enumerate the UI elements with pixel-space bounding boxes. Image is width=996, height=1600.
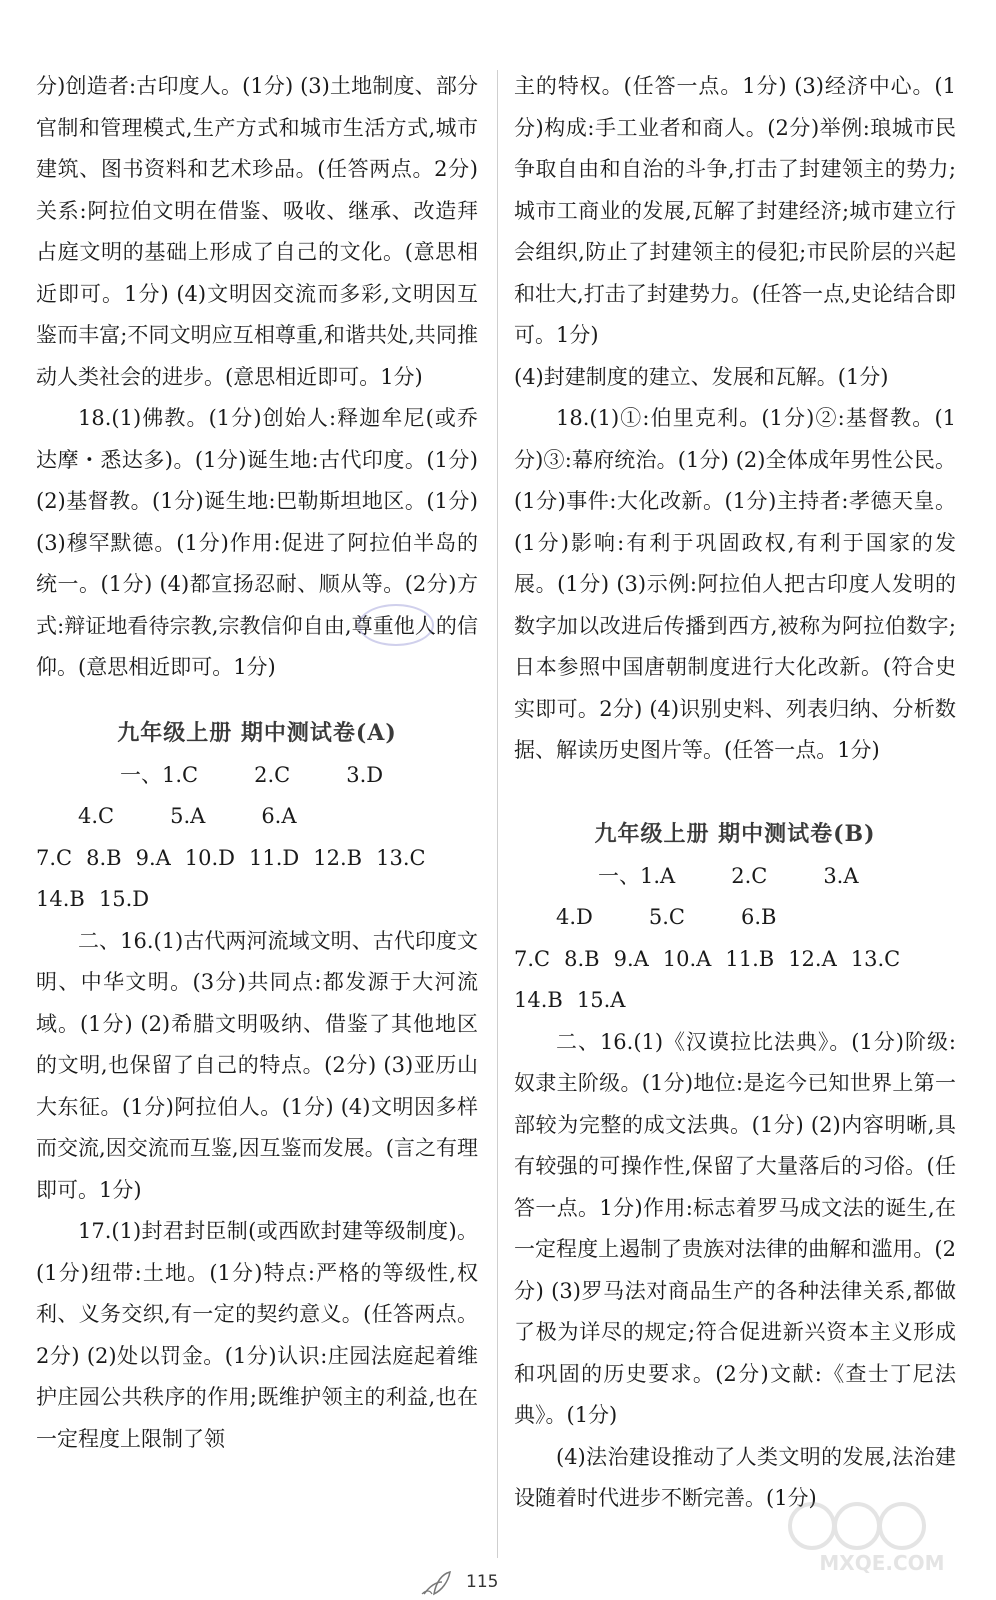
mc-answers-a-line2 <box>36 838 478 880</box>
mc-answer: 7.C <box>36 845 73 870</box>
watermark-text: MXQE.COM <box>819 1551 945 1575</box>
mc-answer: 2.C <box>254 762 291 787</box>
mc-answer: 12.A <box>788 946 837 971</box>
mc-answer: 15.A <box>576 988 626 1012</box>
mc-answers-a-line1 <box>36 755 478 838</box>
leaf-ornament-icon <box>420 1568 460 1598</box>
mc-answer: 10.A <box>662 946 712 971</box>
right-q16-part4-answer: (4)法治建设推动了人类文明的发展,法治建设随着时代进步不断完善。(1分) <box>514 1444 956 1510</box>
left-continuation-text: 分)创造者:古印度人。(1分) (3)土地制度、部分官制和管理模式,生产方式和城市生活方式,城市建筑、图书资料和艺术珍品。(任答两点。2分)关系:阿拉伯文明在借鉴、吸收、继承、改造拜占庭文明的基础上形成了自己的文化。(意思相近即可。1分) (4)文明因交流而多彩,文明因互鉴而丰富;不同文明应互相尊重,和谐共处,共同推动人类社会的进步。(意思相近即可。1分) <box>36 74 478 389</box>
mc-answers-b-line1 <box>514 856 956 939</box>
mc-answer: 15.D <box>98 887 150 911</box>
mc-answer: 12.B <box>313 845 363 870</box>
mc-answer: 7.C <box>514 946 551 971</box>
right-column <box>514 66 956 1520</box>
right-q18-answer: 18.(1)①:伯里克利。(1分)②:基督教。(1分)③:幕府统治。(1分) (2)全体成年男性公民。(1分)事件:大化改新。(1分)主持者:孝德天皇。(1分)影响:有利于巩固政权,有利于国家的发展。(1分) (3)示例:阿拉伯人把古印度人发明的数字加以改进后传播到西方,被称为阿拉伯数字;日本参照中国唐朝制度进行大化改新。(符合史实即可。2分) (4)识别史料、列表归纳、分析数据、解读历史图片等。(任答一点。1分) <box>514 406 956 762</box>
mc-answer: 6.A <box>261 804 297 828</box>
mc-answer: 3.A <box>823 863 859 888</box>
mc-answer: 3.D <box>346 762 384 787</box>
mc-answer: 14.B <box>36 887 85 911</box>
right-q16-answer: 二、16.(1)《汉谟拉比法典》。(1分)阶级:奴隶主阶级。(1分)地位:是迄今已知世界上第一部较为完整的成文法典。(1分) (2)内容明晰,具有较强的可操作性,保留了大量落后的习俗。(任答一点。1分)作用:标志着罗马成文法的诞生,在一定程度上遏制了贵族对法律的曲解和滥用。(2分) (3)罗马法对商品生产的各种法律关系,都做了极为详尽的规定;符合促进新兴资本主义形成和巩固的历史要求。(2分)文献:《查士丁尼法典》。(1分) <box>514 1029 956 1427</box>
mc-answers-b-line2 <box>514 939 956 981</box>
faint-stamp-mark <box>358 604 434 646</box>
mc-answer: 一、1.C <box>120 762 199 787</box>
mc-answer: 9.A <box>135 845 171 870</box>
mc-answer: 11.D <box>249 845 300 870</box>
mc-answers-a-line3 <box>36 879 478 921</box>
section-title-midterm-b: 九年级上册 期中测试卷(B) <box>594 820 876 847</box>
left-column <box>36 66 478 1460</box>
left-q17-answer: 17.(1)封君封臣制(或西欧封建等级制度)。(1分)纽带:土地。(1分)特点:严格的等级性,权利、义务交织,有一定的契约意义。(任答两点。2分) (2)处以罚金。(1分)认识:庄园法庭起着维护庄园公共秩序的作用;既维护领主的利益,也在一定程度上限制了领 <box>36 1219 478 1451</box>
mc-answer: 8.B <box>564 946 600 971</box>
mc-answer: 5.A <box>170 804 206 828</box>
column-divider <box>497 70 498 1558</box>
mc-answers-b-line3 <box>514 980 956 1022</box>
mc-answer: 2.C <box>731 863 768 888</box>
right-continuation-text: 主的特权。(任答一点。1分) (3)经济中心。(1分)构成:手工业者和商人。(2分)举例:琅城市民争取自由和自治的斗争,打击了封建领主的势力;城市工商业的发展,瓦解了封建经济;城市建立行会组织,防止了封建领主的侵犯;市民阶层的兴起和壮大,打击了封建势力。(任答一点,史论结合即可。1分) <box>514 74 956 347</box>
mc-answer: 14.B <box>514 988 563 1012</box>
mc-answer: 4.D <box>556 905 593 929</box>
mc-answer: 5.C <box>648 905 685 929</box>
mc-answer: 13.C <box>376 845 426 870</box>
mc-answer: 4.C <box>78 804 115 828</box>
left-q16-answer: 二、16.(1)古代两河流域文明、古代印度文明、中华文明。(3分)共同点:都发源于大河流域。(1分) (2)希腊文明吸纳、借鉴了其他地区的文明,也保留了自己的特点。(2分) (3)亚历山大东征。(1分)阿拉伯人。(1分) (4)文明因多样而交流,因交流而互鉴,因互鉴而发展。(言之有理即可。1分) <box>36 928 478 1202</box>
mc-answer: 9.A <box>613 946 649 971</box>
page-number: 115 <box>466 1572 499 1592</box>
mc-answer: 一、1.A <box>598 863 676 888</box>
mc-answer: 11.B <box>725 946 775 971</box>
page-footer <box>0 1568 996 1600</box>
section-title-midterm-a: 九年级上册 期中测试卷(A) <box>117 719 397 746</box>
right-continuation-text-2: (4)封建制度的建立、发展和瓦解。(1分) <box>514 364 889 389</box>
mc-answer: 6.B <box>740 905 777 929</box>
left-q18-answer: 18.(1)佛教。(1分)创始人:释迦牟尼(或乔达摩・悉达多)。(1分)诞生地:古代印度。(1分) (2)基督教。(1分)诞生地:巴勒斯坦地区。(1分) (3)穆罕默德。(1分)作用:促进了阿拉伯半岛的统一。(1分) (4)都宣扬忍耐、顺从等。(2分)方式:辩证地看待宗教,宗教信仰自由,尊重他人的信仰。(意思相近即可。1分) <box>36 406 478 679</box>
mc-answer: 13.C <box>850 946 901 971</box>
mc-answer: 10.D <box>184 845 236 870</box>
mc-answer: 8.B <box>86 845 122 870</box>
site-watermark <box>782 1496 982 1576</box>
